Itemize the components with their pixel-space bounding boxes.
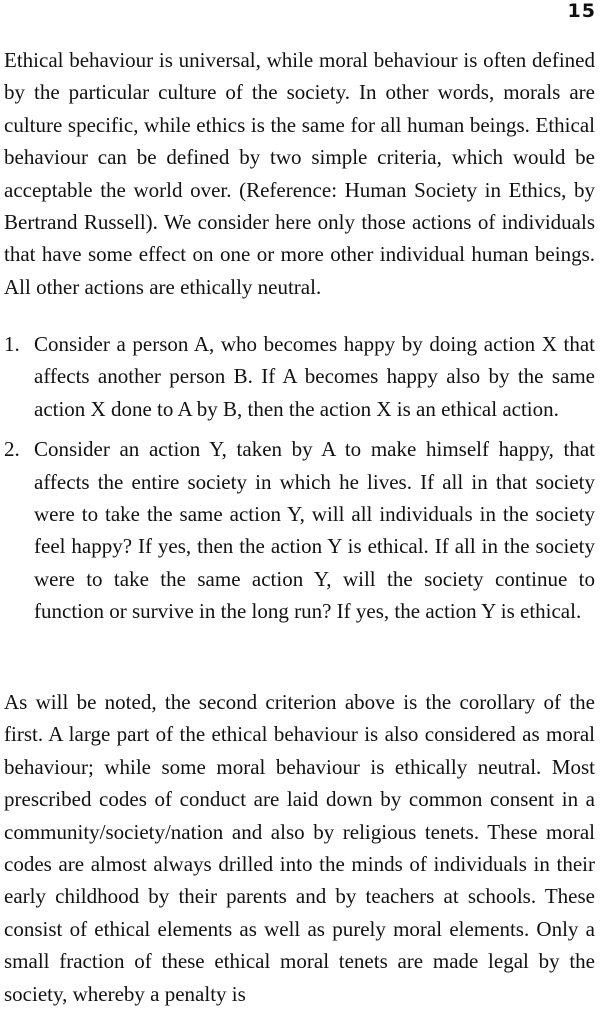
criteria-list <box>4 328 595 628</box>
list-item-text: Consider a person A, who becomes happy by doing action X that affects another person B. If A becomes happy also by the same action X done to A by B, then the action X is an ethical action. <box>34 332 595 421</box>
list-item-number: 2. <box>4 437 20 462</box>
page-number: 15 <box>567 0 596 22</box>
list-item-number: 1. <box>4 332 20 356</box>
closing-paragraph: As will be noted, the second criterion above is the corollary of the first. A large part of the ethical behaviour is also considered as moral behaviour; while some moral behaviour is ethically neutral. Most prescribed codes of conduct are laid down by common consent in a community/society/nation and also by religious tenets. These moral codes are almost always drilled into the minds of individuals in their early childhood by their parents and by teachers at schools. These consist of ethical elements as well as purely moral elements. Only a small fraction of these ethical moral tenets are made legal by the society, whereby a penalty is <box>4 690 595 1006</box>
intro-paragraph: Ethical behaviour is universal, while moral behaviour is often defined by the particular culture of the society. In other words, morals are culture specific, while ethics is the same for all human beings. Ethical behaviour can be defined by two simple criteria, which would be acceptable the world over. (Reference: Human Society in Ethics, by Bertrand Russell). We consider here only those actions of individuals that have some effect on one or more other individual human beings. All other actions are ethically neutral. <box>4 48 595 299</box>
list-item <box>4 433 595 627</box>
list-item-text: Consider an action Y, taken by A to make himself happy, that affects the entire society in which he lives. If all in that society were to take the same action Y, will all individuals in the society feel happy? If yes, then the action Y is ethical. If all in the society were to take the same action Y, will the society continue to function or survive in the long run? If yes, the action Y is ethical. <box>34 437 595 624</box>
list-item <box>4 328 595 425</box>
